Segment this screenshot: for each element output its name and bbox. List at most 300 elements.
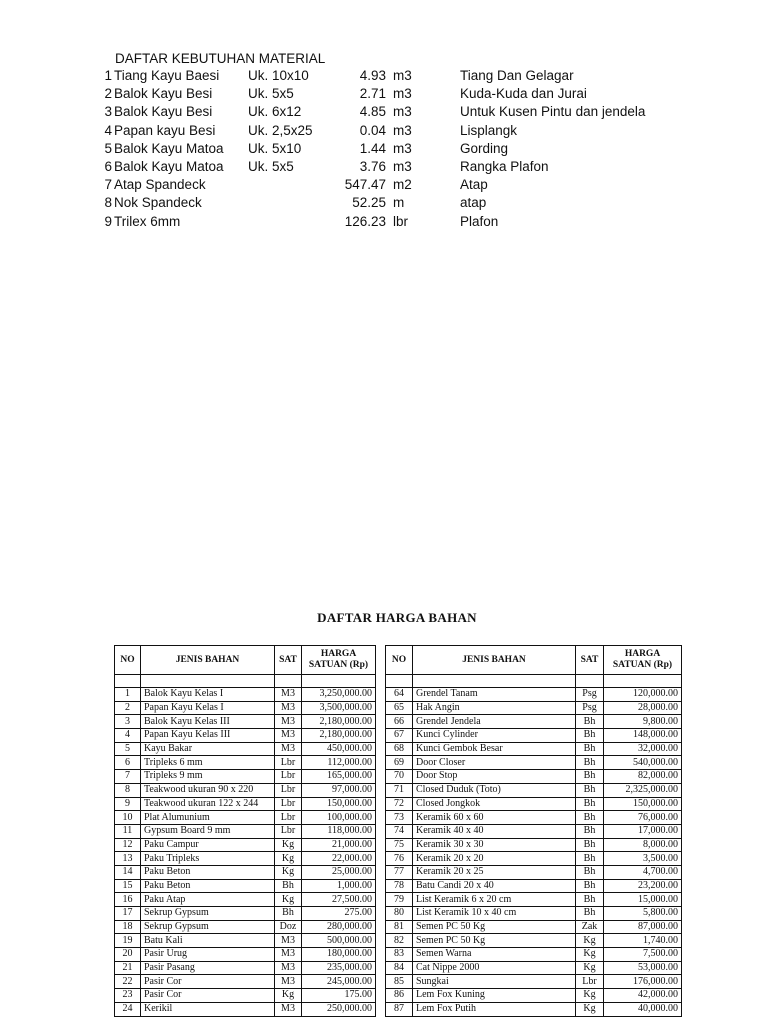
price-table-header (386, 646, 682, 675)
row-unit: Kg (576, 948, 604, 962)
material-qty: 0.04 (359, 122, 386, 138)
row-price: 165,000.00 (302, 770, 376, 784)
row-price: 76,000.00 (604, 811, 682, 825)
row-name: Paku Atap (141, 893, 275, 907)
row-price: 8,000.00 (604, 838, 682, 852)
row-price: 118,000.00 (302, 824, 376, 838)
row-price: 540,000.00 (604, 756, 682, 770)
table-row (115, 824, 376, 838)
row-price: 27,500.00 (302, 893, 376, 907)
row-no: 69 (386, 756, 413, 770)
material-unit: m2 (393, 177, 412, 193)
row-unit: Lbr (275, 824, 302, 838)
material-size: Uk. 6x12 (248, 104, 302, 120)
row-no: 17 (115, 907, 141, 921)
row-price: 450,000.00 (302, 742, 376, 756)
row-no: 7 (115, 770, 141, 784)
row-no: 64 (386, 688, 413, 702)
row-name: Sungkai (413, 975, 576, 989)
row-name: Door Closer (413, 756, 576, 770)
row-unit: Bh (275, 879, 302, 893)
row-price: 42,000.00 (604, 989, 682, 1003)
material-needs-title: DAFTAR KEBUTUHAN MATERIAL (115, 51, 326, 66)
row-name: Lem Fox Putih (413, 1002, 576, 1016)
row-unit: Lbr (275, 797, 302, 811)
row-no: 67 (386, 729, 413, 743)
row-price: 235,000.00 (302, 961, 376, 975)
row-name: Kerikil (141, 1002, 275, 1016)
material-row (0, 141, 768, 159)
table-row (386, 811, 682, 825)
material-no: 1 (104, 68, 112, 83)
material-no: 5 (104, 140, 112, 156)
price-list-title: DAFTAR HARGA BAHAN (317, 610, 477, 625)
row-no: 66 (386, 715, 413, 729)
row-no: 19 (115, 934, 141, 948)
row-no: 15 (115, 879, 141, 893)
table-row (115, 783, 376, 797)
row-unit: Bh (576, 879, 604, 893)
row-name: Cat Nippe 2000 (413, 961, 576, 975)
header-no: NO (115, 646, 141, 675)
material-unit: m3 (393, 159, 412, 174)
material-size: Uk. 10x10 (248, 68, 309, 83)
row-unit: Bh (576, 811, 604, 825)
table-row (386, 824, 682, 838)
row-no: 86 (386, 989, 413, 1003)
table-row (115, 811, 376, 825)
row-name: Papan Kayu Kelas III (141, 729, 275, 743)
row-price: 9,800.00 (604, 715, 682, 729)
row-name: Kayu Bakar (141, 742, 275, 756)
row-name: Keramik 20 x 20 (413, 852, 576, 866)
row-name: Closed Duduk (Toto) (413, 783, 576, 797)
row-unit: Kg (275, 989, 302, 1003)
row-no: 83 (386, 948, 413, 962)
header-name: JENIS BAHAN (413, 646, 576, 675)
row-price: 250,000.00 (302, 1002, 376, 1016)
price-table-header (115, 646, 376, 675)
material-unit: m3 (393, 104, 412, 120)
row-unit: Bh (576, 715, 604, 729)
row-no: 6 (115, 756, 141, 770)
row-price: 53,000.00 (604, 961, 682, 975)
table-row (115, 729, 376, 743)
row-unit: M3 (275, 729, 302, 743)
table-row (115, 838, 376, 852)
row-name: Kunci Gembok Besar (413, 742, 576, 756)
row-no: 14 (115, 865, 141, 879)
material-unit: m3 (393, 140, 412, 156)
table-row (115, 989, 376, 1003)
row-name: Lem Fox Kuning (413, 989, 576, 1003)
material-row (0, 123, 768, 141)
row-unit: Lbr (275, 770, 302, 784)
material-no: 6 (104, 159, 112, 174)
table-row (386, 770, 682, 784)
header-no: NO (386, 646, 413, 675)
material-note: Tiang Dan Gelagar (460, 68, 574, 83)
table-row (115, 756, 376, 770)
row-price: 100,000.00 (302, 811, 376, 825)
table-row (386, 838, 682, 852)
row-unit: Lbr (275, 783, 302, 797)
row-price: 275.00 (302, 907, 376, 921)
row-no: 18 (115, 920, 141, 934)
table-row (386, 948, 682, 962)
material-name: Papan kayu Besi (114, 122, 216, 138)
material-row (0, 104, 768, 122)
row-price: 2,325,000.00 (604, 783, 682, 797)
row-name: Pasir Cor (141, 989, 275, 1003)
table-row (386, 1002, 682, 1016)
material-size: Uk. 5x5 (248, 159, 294, 174)
row-name: List Keramik 10 x 40 cm (413, 907, 576, 921)
table-row (386, 920, 682, 934)
row-price: 82,000.00 (604, 770, 682, 784)
row-no: 3 (115, 715, 141, 729)
table-row (386, 783, 682, 797)
row-name: Balok Kayu Kelas III (141, 715, 275, 729)
row-unit: M3 (275, 688, 302, 702)
row-no: 78 (386, 879, 413, 893)
row-unit: Bh (576, 770, 604, 784)
row-no: 24 (115, 1002, 141, 1016)
table-row (115, 797, 376, 811)
row-unit: Kg (275, 838, 302, 852)
row-price: 7,500.00 (604, 948, 682, 962)
row-unit: M3 (275, 715, 302, 729)
row-name: Hak Angin (413, 701, 576, 715)
spacer-row (386, 675, 682, 688)
header-name: JENIS BAHAN (141, 646, 275, 675)
material-note: Rangka Plafon (460, 159, 549, 174)
row-price: 2,180,000.00 (302, 715, 376, 729)
row-unit: Bh (576, 852, 604, 866)
material-qty: 4.85 (359, 104, 386, 120)
row-price: 97,000.00 (302, 783, 376, 797)
row-name: Batu Kali (141, 934, 275, 948)
row-price: 3,500.00 (604, 852, 682, 866)
row-price: 120,000.00 (604, 688, 682, 702)
row-unit: Kg (576, 961, 604, 975)
material-name: Trilex 6mm (114, 213, 181, 229)
row-no: 1 (115, 688, 141, 702)
row-no: 84 (386, 961, 413, 975)
header-price: HARGA SATUAN (Rp) (604, 646, 682, 675)
row-unit: Bh (576, 783, 604, 797)
row-unit: Bh (576, 756, 604, 770)
row-unit: M3 (275, 742, 302, 756)
row-price: 150,000.00 (604, 797, 682, 811)
row-price: 280,000.00 (302, 920, 376, 934)
table-row (386, 975, 682, 989)
material-unit: m3 (393, 122, 412, 138)
row-unit: Bh (576, 797, 604, 811)
table-row (115, 742, 376, 756)
table-row (386, 797, 682, 811)
row-unit: Lbr (275, 756, 302, 770)
row-name: Balok Kayu Kelas I (141, 688, 275, 702)
table-row (386, 934, 682, 948)
table-row (115, 948, 376, 962)
material-name: Atap Spandeck (114, 177, 206, 193)
material-unit: m3 (393, 86, 412, 102)
price-table-left (114, 645, 376, 1017)
material-row (0, 195, 768, 213)
price-table-right (385, 645, 682, 1017)
material-note: Plafon (460, 213, 499, 229)
header-price: HARGA SATUAN (Rp) (302, 646, 376, 675)
row-unit: Kg (275, 852, 302, 866)
row-name: Paku Tripleks (141, 852, 275, 866)
row-name: Semen PC 50 Kg (413, 920, 576, 934)
row-name: Sekrup Gypsum (141, 907, 275, 921)
row-unit: Doz (275, 920, 302, 934)
row-no: 81 (386, 920, 413, 934)
row-no: 76 (386, 852, 413, 866)
table-row (386, 961, 682, 975)
row-unit: Lbr (275, 811, 302, 825)
row-price: 28,000.00 (604, 701, 682, 715)
material-qty: 52.25 (352, 195, 386, 211)
table-row (386, 729, 682, 743)
row-no: 75 (386, 838, 413, 852)
row-unit: Kg (576, 934, 604, 948)
material-note: atap (460, 195, 487, 211)
material-name: Tiang Kayu Baesi (114, 68, 220, 83)
row-name: Pasir Cor (141, 975, 275, 989)
row-unit: Psg (576, 701, 604, 715)
header-sat: SAT (576, 646, 604, 675)
row-unit: M3 (275, 975, 302, 989)
row-name: Closed Jongkok (413, 797, 576, 811)
row-no: 8 (115, 783, 141, 797)
row-name: Sekrup Gypsum (141, 920, 275, 934)
table-row (386, 852, 682, 866)
row-name: Teakwood ukuran 90 x 220 (141, 783, 275, 797)
header-sat: SAT (275, 646, 302, 675)
material-qty: 2.71 (359, 86, 386, 102)
row-unit: M3 (275, 1002, 302, 1016)
row-no: 77 (386, 865, 413, 879)
material-no: 2 (104, 86, 112, 102)
row-no: 13 (115, 852, 141, 866)
row-unit: Bh (275, 907, 302, 921)
material-row (0, 86, 768, 104)
row-unit: Bh (576, 729, 604, 743)
material-name: Balok Kayu Besi (114, 104, 213, 120)
row-name: List Keramik 6 x 20 cm (413, 893, 576, 907)
row-name: Keramik 30 x 30 (413, 838, 576, 852)
row-name: Paku Beton (141, 879, 275, 893)
row-name: Pasir Urug (141, 948, 275, 962)
row-name: Grendel Tanam (413, 688, 576, 702)
row-price: 176,000.00 (604, 975, 682, 989)
row-price: 2,180,000.00 (302, 729, 376, 743)
table-row (115, 934, 376, 948)
row-name: Tripleks 6 mm (141, 756, 275, 770)
table-row (115, 907, 376, 921)
row-unit: Kg (576, 1002, 604, 1016)
row-name: Pasir Pasang (141, 961, 275, 975)
material-name: Nok Spandeck (114, 195, 202, 211)
row-name: Keramik 20 x 25 (413, 865, 576, 879)
material-size: Uk. 5x10 (248, 140, 302, 156)
table-row (115, 770, 376, 784)
table-row (115, 961, 376, 975)
row-price: 4,700.00 (604, 865, 682, 879)
row-price: 175.00 (302, 989, 376, 1003)
material-name: Balok Kayu Matoa (114, 140, 224, 156)
material-no: 3 (104, 104, 112, 120)
table-row (115, 893, 376, 907)
row-price: 1,000.00 (302, 879, 376, 893)
row-name: Semen PC 50 Kg (413, 934, 576, 948)
table-row (386, 756, 682, 770)
table-row (115, 975, 376, 989)
material-unit: m3 (393, 68, 412, 83)
row-no: 5 (115, 742, 141, 756)
row-name: Door Stop (413, 770, 576, 784)
material-unit: lbr (393, 213, 409, 229)
row-name: Tripleks 9 mm (141, 770, 275, 784)
table-row (386, 715, 682, 729)
row-unit: Bh (576, 824, 604, 838)
material-qty: 547.47 (344, 177, 386, 193)
row-no: 2 (115, 701, 141, 715)
row-unit: Kg (576, 989, 604, 1003)
table-row (115, 879, 376, 893)
row-price: 5,800.00 (604, 907, 682, 921)
row-price: 87,000.00 (604, 920, 682, 934)
table-row (115, 688, 376, 702)
row-no: 22 (115, 975, 141, 989)
row-name: Teakwood ukuran 122 x 244 (141, 797, 275, 811)
table-row (115, 715, 376, 729)
row-price: 245,000.00 (302, 975, 376, 989)
table-row (115, 852, 376, 866)
row-no: 20 (115, 948, 141, 962)
row-unit: Bh (576, 907, 604, 921)
row-unit: Bh (576, 838, 604, 852)
material-size: Uk. 5x5 (248, 86, 294, 102)
row-price: 3,250,000.00 (302, 688, 376, 702)
material-unit: m (393, 195, 405, 211)
row-price: 3,500,000.00 (302, 701, 376, 715)
row-unit: Bh (576, 893, 604, 907)
material-size: Uk. 2,5x25 (248, 122, 313, 138)
row-price: 180,000.00 (302, 948, 376, 962)
row-price: 22,000.00 (302, 852, 376, 866)
material-note: Gording (460, 140, 509, 156)
row-no: 74 (386, 824, 413, 838)
row-no: 10 (115, 811, 141, 825)
row-price: 15,000.00 (604, 893, 682, 907)
material-row (0, 177, 768, 195)
row-no: 9 (115, 797, 141, 811)
table-row (386, 879, 682, 893)
row-no: 65 (386, 701, 413, 715)
row-no: 16 (115, 893, 141, 907)
table-row (386, 701, 682, 715)
row-name: Semen Warna (413, 948, 576, 962)
row-price: 150,000.00 (302, 797, 376, 811)
material-qty: 3.76 (359, 159, 386, 174)
table-row (386, 742, 682, 756)
row-no: 70 (386, 770, 413, 784)
row-price: 148,000.00 (604, 729, 682, 743)
material-name: Balok Kayu Matoa (114, 159, 224, 174)
row-no: 73 (386, 811, 413, 825)
table-row (386, 989, 682, 1003)
row-unit: Lbr (576, 975, 604, 989)
row-unit: Kg (275, 865, 302, 879)
row-price: 112,000.00 (302, 756, 376, 770)
row-unit: Kg (275, 893, 302, 907)
material-no: 9 (104, 213, 112, 229)
row-name: Paku Beton (141, 865, 275, 879)
material-no: 8 (104, 195, 112, 211)
row-name: Plat Alumunium (141, 811, 275, 825)
row-price: 32,000.00 (604, 742, 682, 756)
row-no: 82 (386, 934, 413, 948)
row-no: 12 (115, 838, 141, 852)
row-name: Paku Campur (141, 838, 275, 852)
row-no: 68 (386, 742, 413, 756)
row-name: Batu Candi 20 x 40 (413, 879, 576, 893)
material-row (0, 159, 768, 177)
row-no: 23 (115, 989, 141, 1003)
table-row (115, 920, 376, 934)
row-price: 25,000.00 (302, 865, 376, 879)
row-name: Keramik 40 x 40 (413, 824, 576, 838)
row-price: 17,000.00 (604, 824, 682, 838)
row-no: 72 (386, 797, 413, 811)
row-name: Keramik 60 x 60 (413, 811, 576, 825)
row-price: 21,000.00 (302, 838, 376, 852)
table-row (115, 865, 376, 879)
row-name: Grendel Jendela (413, 715, 576, 729)
row-name: Papan Kayu Kelas I (141, 701, 275, 715)
row-unit: Bh (576, 865, 604, 879)
material-row (0, 68, 768, 86)
table-row (115, 701, 376, 715)
material-note: Atap (460, 177, 488, 193)
table-row (386, 865, 682, 879)
material-qty: 4.93 (359, 68, 386, 83)
material-qty: 1.44 (359, 140, 386, 156)
row-price: 500,000.00 (302, 934, 376, 948)
row-no: 4 (115, 729, 141, 743)
table-row (386, 893, 682, 907)
material-row (0, 214, 768, 232)
row-no: 79 (386, 893, 413, 907)
material-note: Kuda-Kuda dan Jurai (460, 86, 587, 102)
row-no: 87 (386, 1002, 413, 1016)
row-no: 21 (115, 961, 141, 975)
row-name: Gypsum Board 9 mm (141, 824, 275, 838)
row-no: 80 (386, 907, 413, 921)
material-name: Balok Kayu Besi (114, 86, 213, 102)
row-unit: M3 (275, 934, 302, 948)
row-no: 85 (386, 975, 413, 989)
row-unit: Psg (576, 688, 604, 702)
row-unit: Zak (576, 920, 604, 934)
material-no: 7 (104, 177, 112, 193)
material-qty: 126.23 (344, 213, 386, 229)
row-unit: M3 (275, 948, 302, 962)
